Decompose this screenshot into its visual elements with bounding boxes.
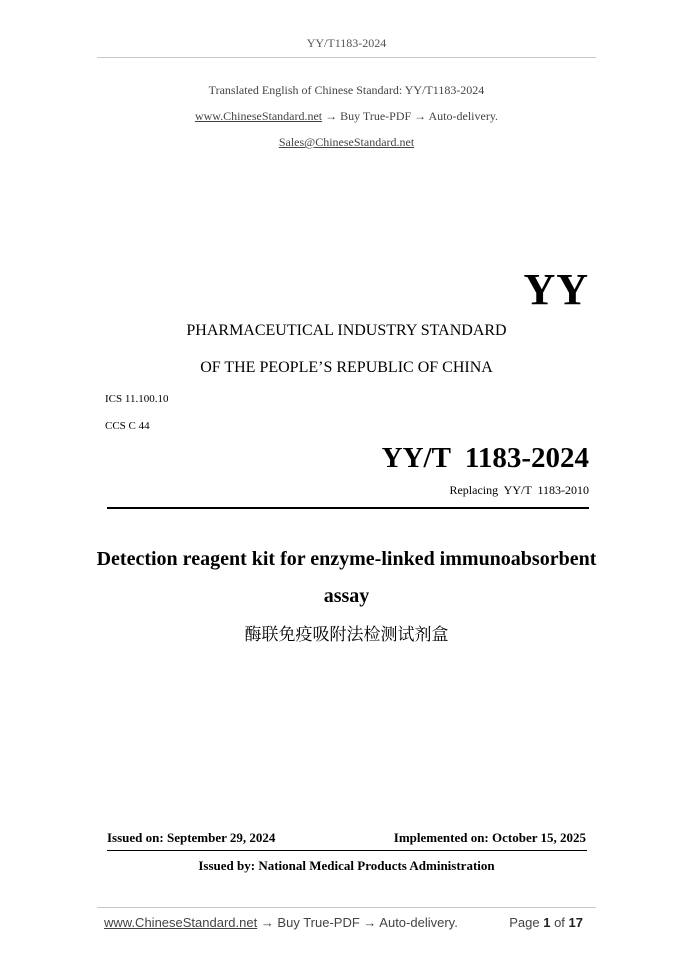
bottom-rule: [107, 850, 587, 851]
ics-code: ICS 11.100.10: [105, 393, 169, 405]
sales-email-link[interactable]: Sales@ChineseStandard.net: [278, 135, 415, 149]
page-number: 1: [543, 915, 551, 930]
ccs-code: CCS C 44: [105, 420, 150, 432]
title-chinese: 酶联免疫吸附法检测试剂盒: [244, 625, 449, 645]
site-link[interactable]: www.ChineseStandard.net: [194, 109, 323, 123]
standard-number: YY/T 1183-2024: [381, 442, 589, 474]
implemented-on-date: Implemented on: October 15, 2025: [393, 830, 586, 845]
page-indicator: [509, 915, 583, 930]
standard-mark: YY: [523, 265, 589, 314]
promo-buy-text: → Buy True-PDF → Auto-delivery.: [322, 109, 499, 123]
title-english-line-2: assay: [323, 585, 370, 607]
issued-on-date: Issued on: September 29, 2024: [107, 830, 276, 845]
page-label: Page: [509, 915, 544, 930]
title-english-line-1: Detection reagent kit for enzyme-linked immunoabsorbent: [96, 548, 597, 570]
footer-site-link[interactable]: www.ChineseStandard.net: [104, 915, 258, 930]
issued-by: Issued by: National Medical Products Administration: [198, 858, 495, 873]
footer-promo: [104, 915, 458, 930]
organization-line-1: PHARMACEUTICAL INDUSTRY STANDARD: [186, 322, 507, 339]
running-header: YY/T1183-2024: [306, 36, 387, 50]
page-total: 17: [568, 915, 583, 930]
title-rule: [107, 507, 589, 509]
promo-line: Translated English of Chinese Standard: YY/T1183-2024: [208, 83, 485, 97]
replacing-note: Replacing YY/T 1183-2010: [449, 483, 589, 497]
promo-email-line: [0, 135, 693, 150]
header-rule: [97, 57, 596, 58]
footer-promo-text: → Buy True-PDF → Auto-delivery.: [257, 915, 458, 930]
footer-rule: [97, 907, 596, 908]
promo-buy-line: [0, 109, 693, 124]
page-of-label: of: [550, 915, 569, 930]
organization-line-2: OF THE PEOPLE’S REPUBLIC OF CHINA: [200, 359, 493, 376]
